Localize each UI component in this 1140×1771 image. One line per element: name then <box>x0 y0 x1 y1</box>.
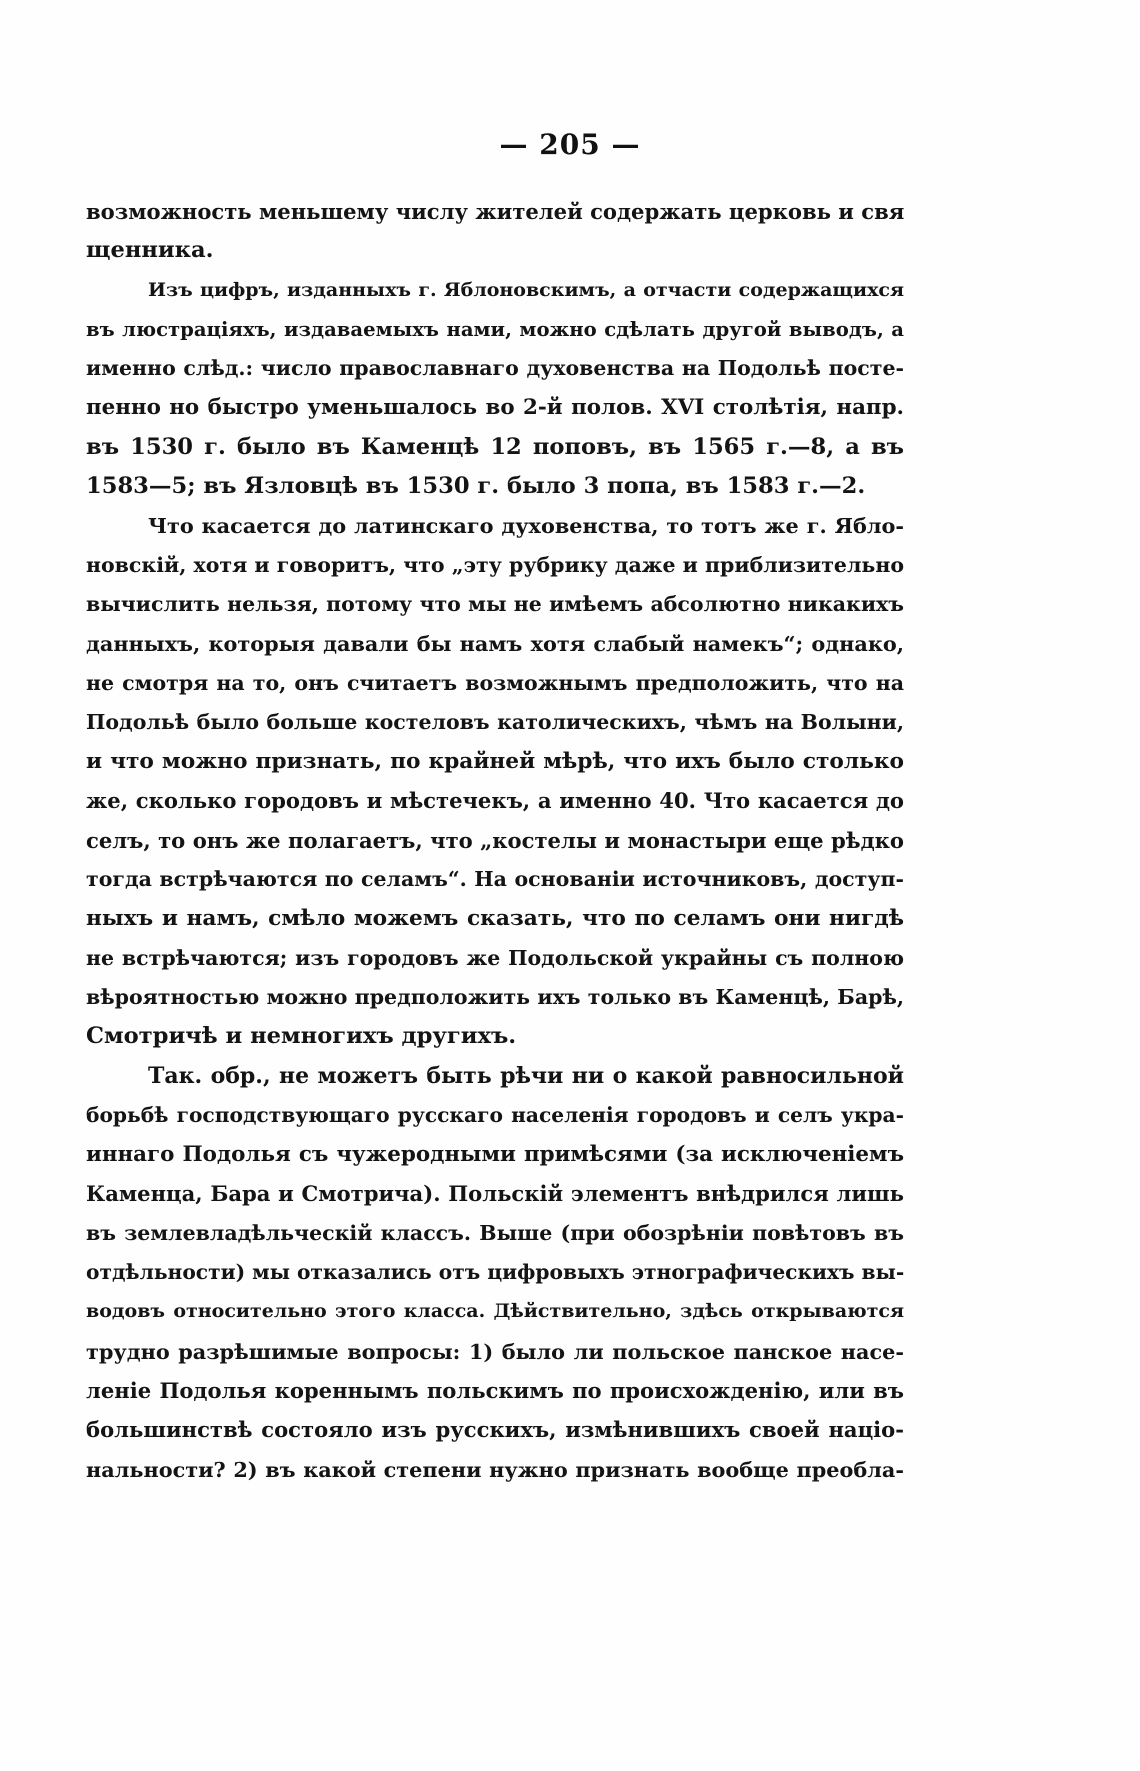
text-line: возможность меньшему числу жителей содержать церковь и свя <box>86 199 904 224</box>
text-line: нальности? 2) въ какой степени нужно признать вообще преобла- <box>86 1456 904 1482</box>
text-line: леніе Подолья кореннымъ польскимъ по происхожденію, или въ <box>86 1377 904 1403</box>
text-line: водовъ относительно этого класса. Дѣйствительно, здѣсь открываются <box>86 1300 904 1323</box>
text-line: иннаго Подолья съ чужеродными примѣсями (за исключеніемъ <box>86 1142 904 1168</box>
text-line: данныхъ, которыя давали бы намъ хотя слабый намекъ“; однако, <box>86 631 904 657</box>
text-line: не смотря на то, онъ считаетъ возможнымъ предположить, что на <box>86 670 904 695</box>
text-line: щенника. <box>86 237 214 264</box>
page-number: — 205 — <box>499 128 641 161</box>
text-line: борьбѣ господствующаго русскаго населенія городовъ и селъ укра- <box>86 1102 904 1127</box>
text-line: селъ, то онъ же полагаетъ, что „костелы и монастыри еще рѣдко <box>86 827 904 853</box>
text-line: большинствѣ состояло изъ русскихъ, измѣнившихъ своей націо- <box>86 1417 904 1443</box>
body-text <box>86 192 904 1489</box>
text-line: же, сколько городовъ и мѣстечекъ, а именно 40. Что касается до <box>86 788 904 814</box>
text-line: Каменца, Бара и Смотрича). Польскій элементъ внѣдрился лишь <box>86 1181 904 1207</box>
text-line: въ люстраціяхъ, издаваемыхъ нами, можно сдѣлать другой выводъ, а <box>86 317 904 341</box>
text-line: вѣроятностью можно предположить ихъ только въ Каменцѣ, Барѣ, <box>86 984 904 1009</box>
text-line: не встрѣчаются; изъ городовъ же Подольской украйны съ полною <box>86 945 904 970</box>
text-line: отдѣльности) мы отказались отъ цифровыхъ этнографическихъ вы- <box>86 1260 904 1285</box>
text-line: Так. обр., не можетъ быть рѣчи ни о какой равносильной <box>148 1062 904 1089</box>
text-line: Смотричѣ и немногихъ другихъ. <box>86 1023 517 1050</box>
text-line: тогда встрѣчаются по селамъ“. На основаніи источниковъ, доступ- <box>86 867 904 892</box>
text-line: Что касается до латинскаго духовенства, то тотъ же г. Ябло- <box>148 513 904 539</box>
text-line: въ землевладѣльческій классъ. Выше (при обозрѣніи повѣтовъ въ <box>86 1220 904 1245</box>
text-line: новскій, хотя и говоритъ, что „эту рубрику даже и приблизительно <box>86 552 904 577</box>
text-line: именно слѣд.: число православнаго духовенства на Подольѣ посте- <box>86 356 904 381</box>
text-line: Изъ цифръ, изданныхъ г. Яблоновскимъ, а отчасти содержащихся <box>148 278 904 301</box>
text-line: вычислить нельзя, потому что мы не имѣемъ абсолютно никакихъ <box>86 591 904 616</box>
text-line: и что можно признать, по крайней мѣрѣ, что ихъ было столько <box>86 749 904 775</box>
text-line: пенно но быстро уменьшалось во 2-й полов. XVI столѣтія, напр. <box>86 395 904 421</box>
text-line: 1583—5; въ Язловцѣ въ 1530 г. было 3 попа, въ 1583 г.—2. <box>86 473 866 500</box>
text-line: трудно разрѣшимые вопросы: 1) было ли польское панское насе- <box>86 1338 904 1364</box>
text-line: ныхъ и намъ, смѣло можемъ сказать, что по селамъ они нигдѣ <box>86 906 904 932</box>
text-line: въ 1530 г. было въ Каменцѣ 12 поповъ, въ 1565 г.—8, а въ <box>86 433 904 460</box>
text-line: Подольѣ было больше костеловъ католическихъ, чѣмъ на Волыни, <box>86 709 904 734</box>
